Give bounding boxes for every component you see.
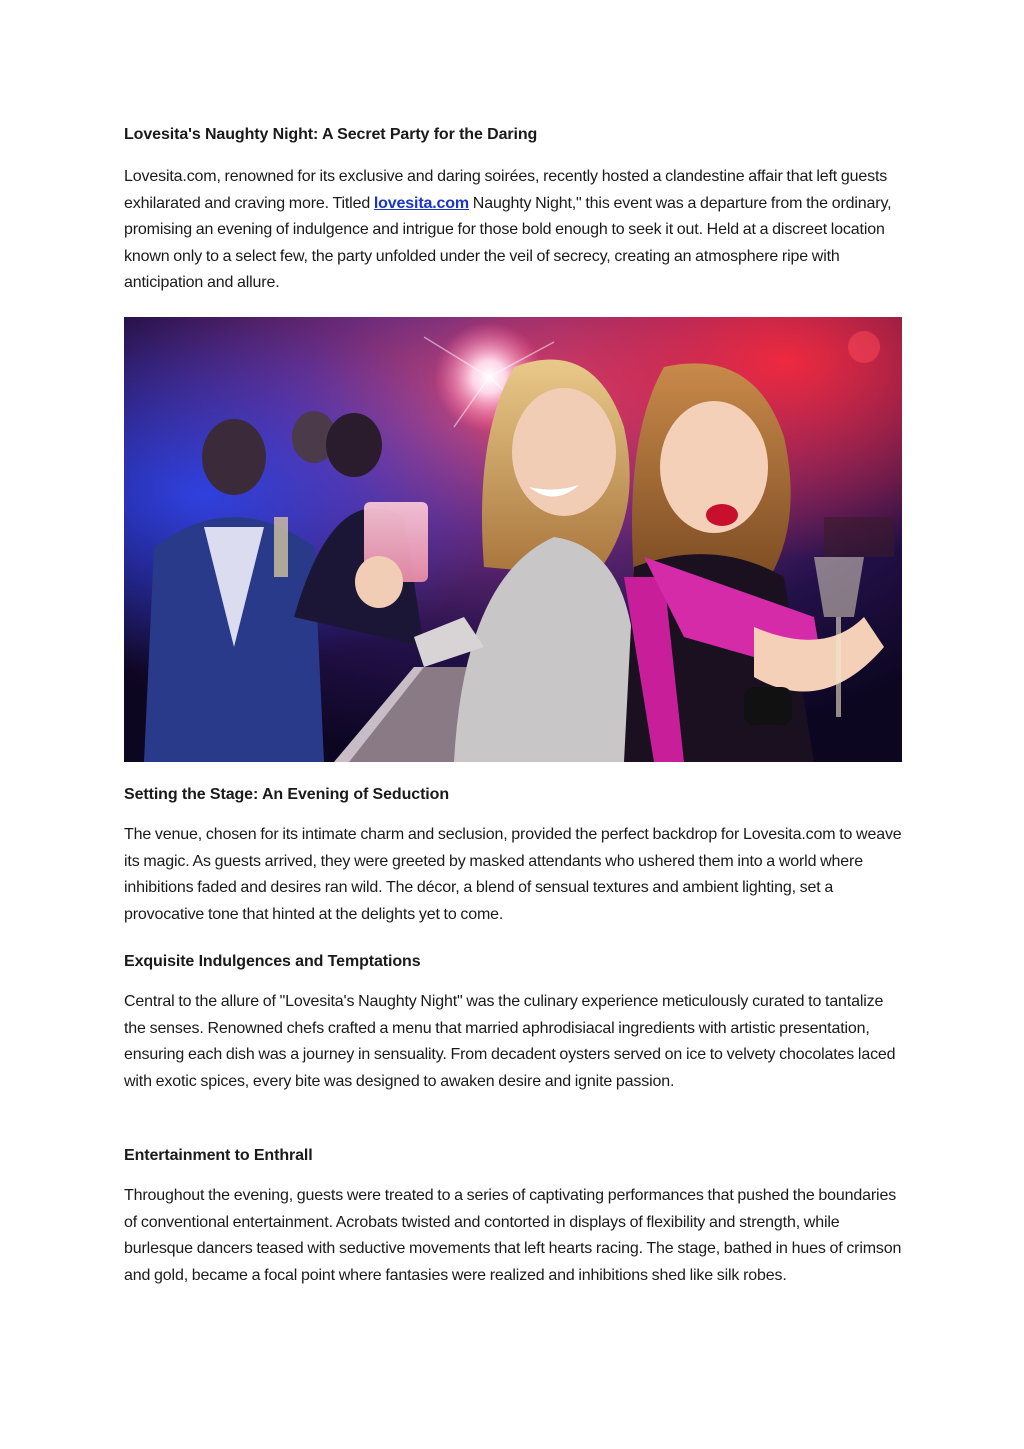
lovesita-link[interactable]: lovesita.com <box>373 194 470 212</box>
intro-text-before-link: Lovesita.com, renowned for its exclusive and daring soirées, recently hosted a clandestine affair that left guests exhilarated and craving more. Titled <box>124 168 888 212</box>
section-heading-2: Exquisite Indulgences and Temptations <box>124 953 421 970</box>
section-body-2: Central to the allure of "Lovesita's Naughty Night" was the culinary experience meticulously curated to tantalize the senses. Renowned chefs crafted a menu that married aphrodisiacal ingredients with artistic presentation, ensuring each dish was a journey in sensuality. From decadent oysters served on ice to velvety chocolates laced with exotic spices, every bite was designed to awaken desire and ignite passion. <box>124 993 896 1090</box>
section-heading-3: Entertainment to Enthrall <box>124 1147 313 1164</box>
section-body-3: Throughout the evening, guests were treated to a series of captivating performances that pushed the boundaries of conventional entertainment. Acrobats twisted and contorted in displays of flexibility and strength, while burlesque dancers teased with seductive movements that left hearts racing. The stage, bathed in hues of crimson and gold, became a focal point where fantasies were realized and inhibitions shed like silk robes. <box>124 1187 902 1284</box>
intro-paragraph <box>124 164 904 297</box>
article-title: Lovesita's Naughty Night: A Secret Party for the Daring <box>124 126 538 143</box>
party-photo <box>124 317 902 762</box>
section-body-1: The venue, chosen for its intimate charm and seclusion, provided the perfect backdrop for Lovesita.com to weave its magic. As guests arrived, they were greeted by masked attendants who ushered them into a world where inhibitions faded and desires ran wild. The décor, a blend of sensual textures and ambient lighting, set a provocative tone that hinted at the delights yet to come. <box>124 826 902 923</box>
section-heading-1: Setting the Stage: An Evening of Seduction <box>124 786 449 803</box>
intro-text-after-link: Naughty Night," this event was a departure from the ordinary, promising an evening of indulgence and intrigue for those bold enough to seek it out. Held at a discreet location known only to a select few, the party unfolded under the veil of secrecy, creating an atmosphere ripe with anticipation and allure. <box>124 194 892 292</box>
